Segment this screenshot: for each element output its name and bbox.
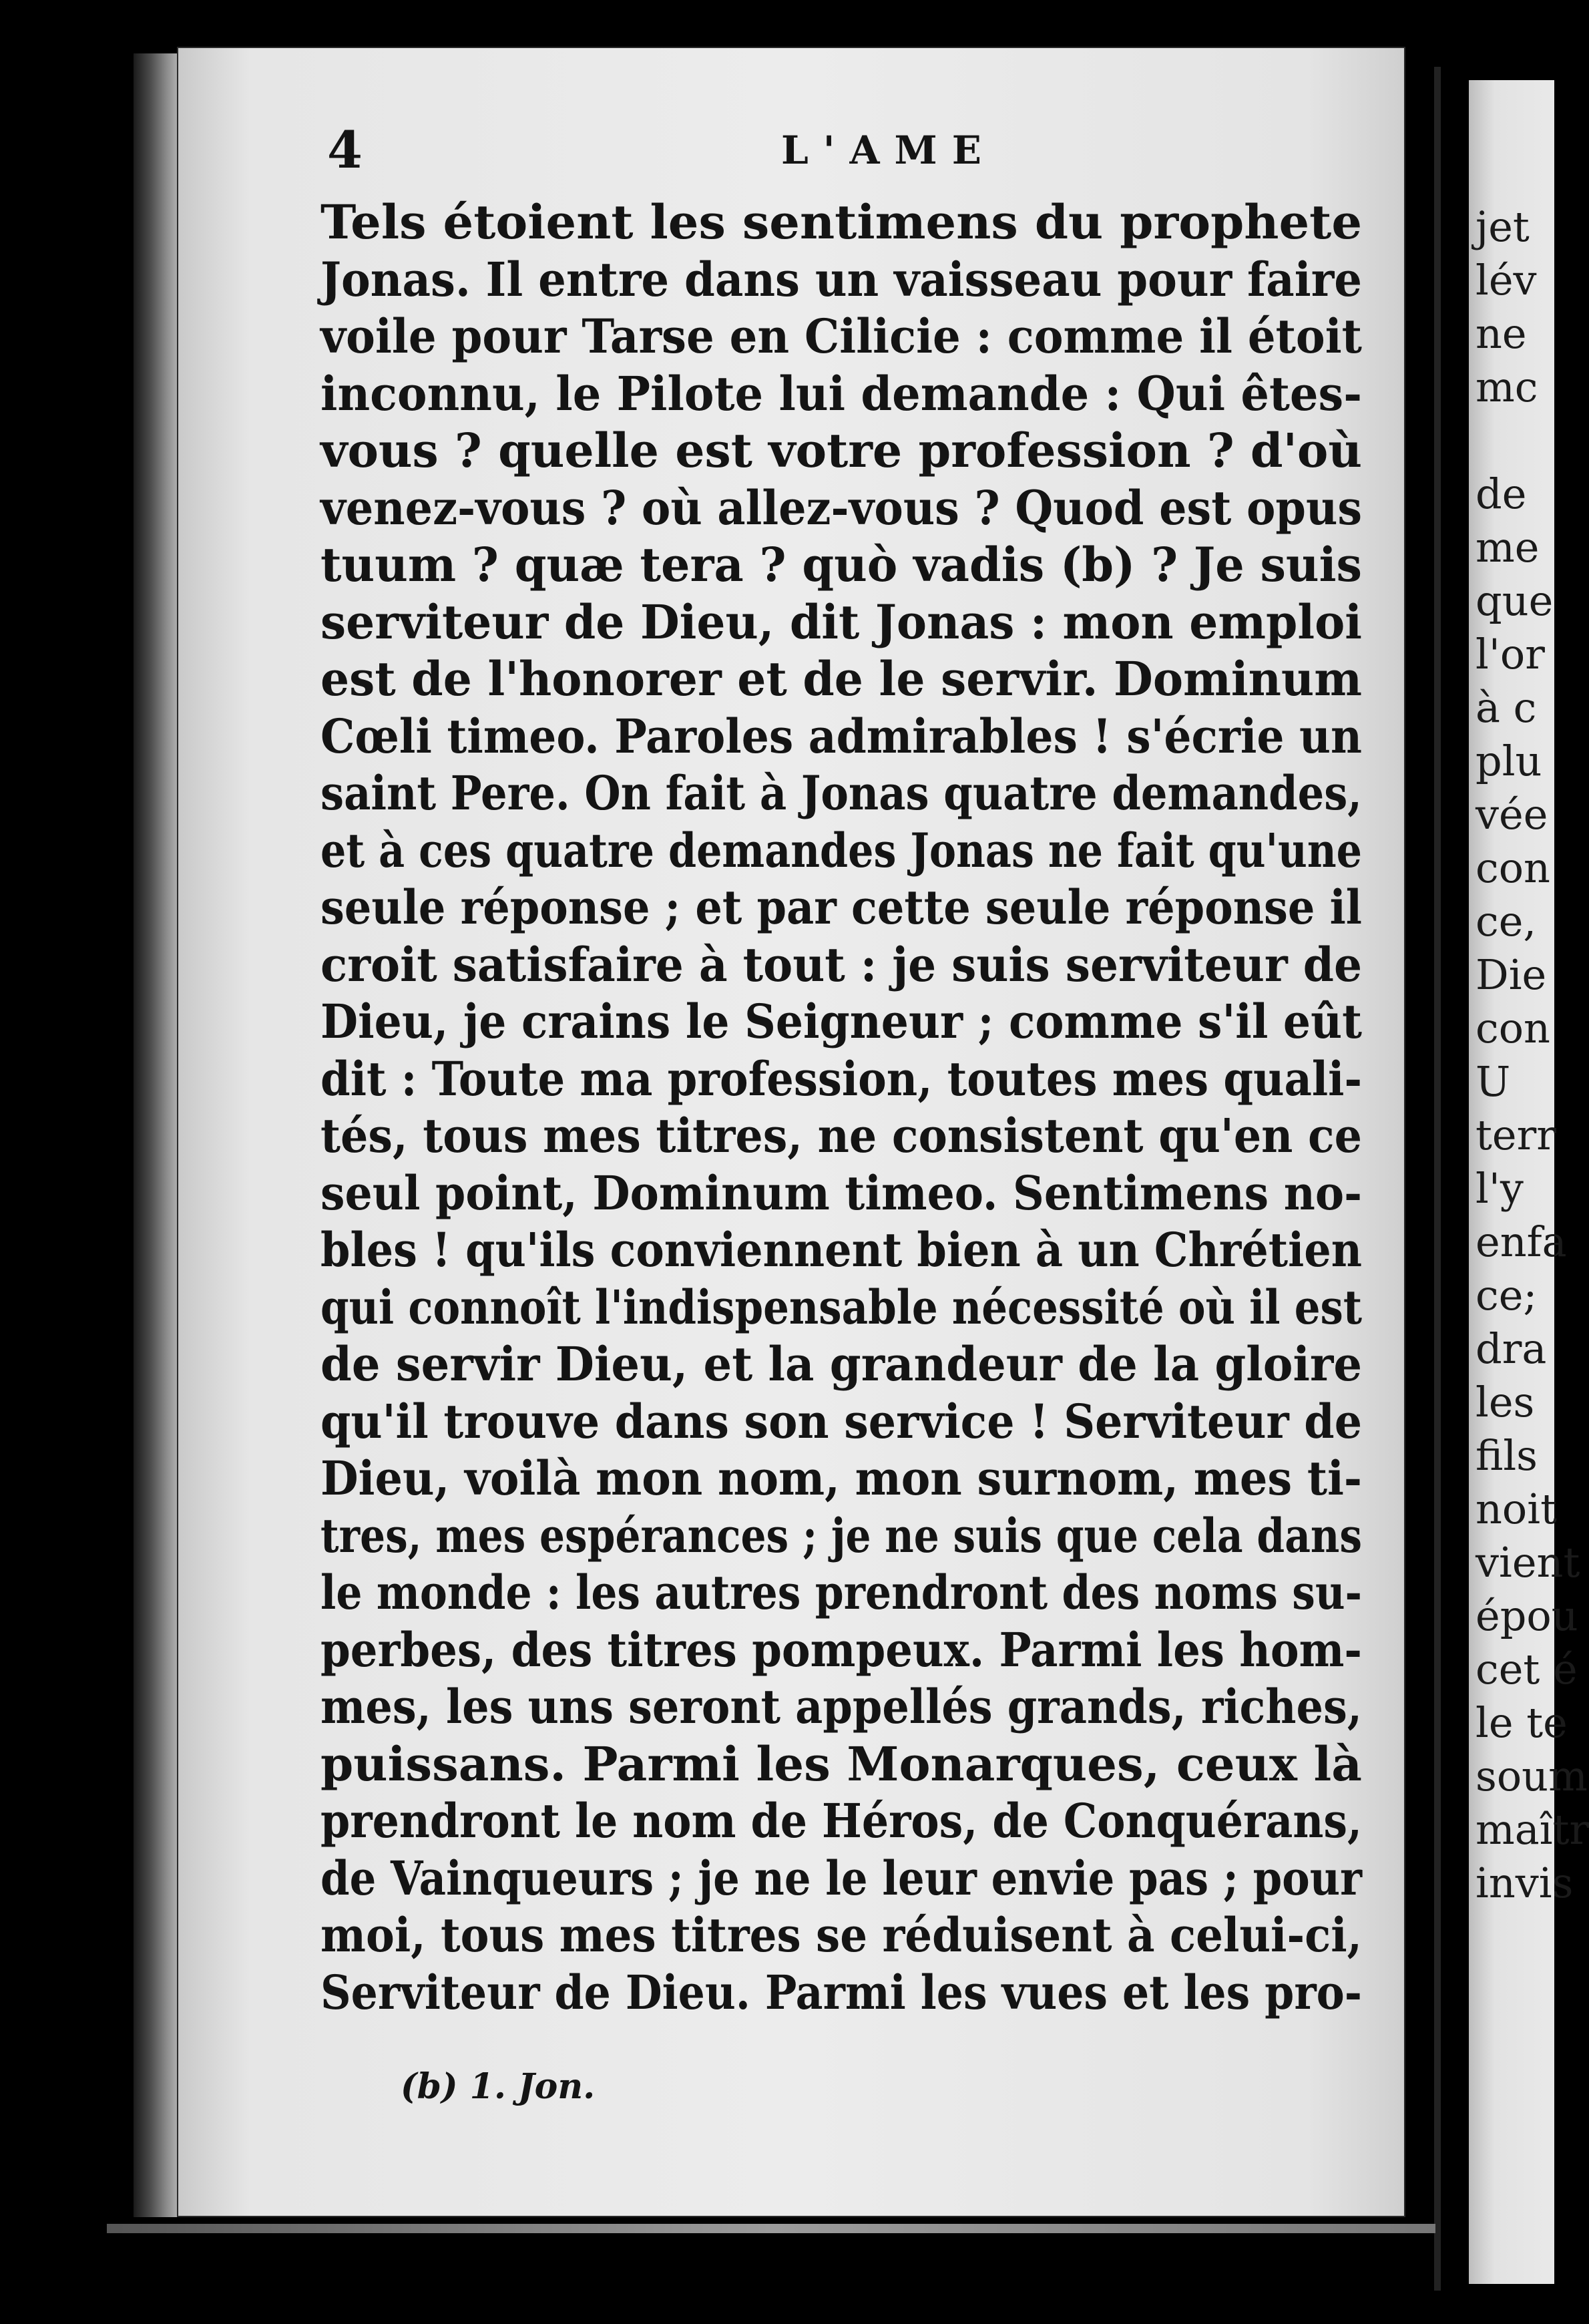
text-line bbox=[320, 1564, 1362, 1621]
text-line-content: mes, les uns seront appellés grands, riches, bbox=[320, 1679, 1362, 1734]
page-number: 4 bbox=[327, 120, 363, 180]
facing-page-line: jet bbox=[1476, 202, 1530, 251]
footnote: (b) 1. Jon. bbox=[401, 2066, 596, 2107]
text-line bbox=[320, 1221, 1362, 1279]
text-line bbox=[320, 1050, 1362, 1108]
facing-page-line: le te bbox=[1476, 1698, 1568, 1747]
text-line-content: de servir Dieu, et la grandeur de la gloire bbox=[320, 1336, 1362, 1392]
text-line-content: Dieu, je crains le Seigneur ; comme s'il eût bbox=[320, 994, 1362, 1049]
facing-page-line: invis bbox=[1476, 1859, 1574, 1907]
text-line bbox=[320, 1792, 1362, 1850]
text-line bbox=[320, 765, 1362, 822]
text-line bbox=[320, 251, 1362, 309]
text-line bbox=[320, 308, 1362, 365]
text-line bbox=[320, 1964, 1362, 2021]
body-text bbox=[320, 194, 1362, 2021]
facing-page-line: ne bbox=[1476, 309, 1527, 358]
text-line bbox=[320, 879, 1362, 936]
facing-page-line: fils bbox=[1476, 1431, 1538, 1480]
text-line bbox=[320, 1736, 1362, 1793]
text-line bbox=[320, 1621, 1362, 1679]
text-line-content: inconnu, le Pilote lui demande : Qui êtes- bbox=[320, 365, 1362, 421]
book-binding bbox=[134, 53, 180, 2217]
text-line-content: et à ces quatre demandes Jonas ne fait qu'une bbox=[320, 822, 1362, 878]
facing-page-line: ce; bbox=[1476, 1271, 1538, 1320]
text-line bbox=[320, 365, 1362, 423]
text-line bbox=[320, 822, 1362, 880]
facing-page-line: con bbox=[1476, 1004, 1550, 1052]
text-line-content: voile pour Tarse en Cilicie : comme il étoit bbox=[320, 309, 1362, 364]
text-line bbox=[320, 194, 1362, 251]
text-line-content: Serviteur de Dieu. Parmi les vues et les pro- bbox=[320, 1964, 1362, 2020]
facing-page-line: enfa bbox=[1476, 1217, 1567, 1266]
text-line-content: Cœli timeo. Paroles admirables ! s'écrie un bbox=[320, 708, 1362, 764]
text-line-content: seul point, Dominum timeo. Sentimens no- bbox=[320, 1165, 1362, 1221]
text-line bbox=[320, 650, 1362, 708]
facing-page-line: maîtr bbox=[1476, 1805, 1589, 1854]
text-line-content: perbes, des titres pompeux. Parmi les hom- bbox=[320, 1621, 1362, 1678]
text-line-content: tres, mes espérances ; je ne suis que cela dans bbox=[320, 1507, 1362, 1563]
text-line-content: saint Pere. On fait à Jonas quatre demandes, bbox=[320, 765, 1362, 821]
text-line-content: est de l'honorer et de le servir. Dominum bbox=[320, 651, 1362, 707]
text-line bbox=[320, 479, 1362, 537]
page-bottom-edge bbox=[107, 2224, 1435, 2233]
facing-page-line: dra bbox=[1476, 1324, 1547, 1373]
text-line-content: le monde : les autres prendront des noms su- bbox=[320, 1565, 1362, 1620]
text-line bbox=[320, 1165, 1362, 1222]
facing-page-line: à c bbox=[1476, 683, 1537, 732]
facing-page-line: les bbox=[1476, 1378, 1535, 1426]
text-line bbox=[320, 1393, 1362, 1450]
facing-page-line: noit bbox=[1476, 1485, 1558, 1533]
facing-page-line: Die bbox=[1476, 950, 1547, 999]
facing-page-text bbox=[1476, 200, 1589, 1910]
text-line bbox=[320, 936, 1362, 994]
text-line bbox=[320, 594, 1362, 651]
text-line bbox=[320, 422, 1362, 479]
facing-page-line: épou bbox=[1476, 1591, 1578, 1640]
text-line-content: prendront le nom de Héros, de Conquérans, bbox=[320, 1793, 1362, 1849]
facing-page-line: l'y bbox=[1476, 1164, 1524, 1213]
text-line-content: Tels étoient les sentimens du prophete bbox=[320, 194, 1362, 250]
text-line-content: serviteur de Dieu, dit Jonas : mon emploi bbox=[320, 594, 1362, 650]
facing-page-line: cet é bbox=[1476, 1645, 1578, 1694]
text-line-content: venez-vous ? où allez-vous ? Quod est opus bbox=[320, 479, 1362, 536]
text-line-content: Jonas. Il entre dans un vaisseau pour faire bbox=[320, 251, 1362, 307]
facing-page-line: con bbox=[1476, 843, 1550, 892]
text-line bbox=[320, 1279, 1362, 1336]
text-line-content: dit : Toute ma profession, toutes mes quali- bbox=[320, 1050, 1362, 1107]
text-line-content: tuum ? quæ tera ? quò vadis (b) ? Je suis bbox=[320, 537, 1362, 592]
text-line bbox=[320, 1107, 1362, 1165]
text-line bbox=[320, 708, 1362, 765]
facing-page-line: l'or bbox=[1476, 630, 1545, 679]
facing-page-line: plu bbox=[1476, 737, 1542, 785]
text-line-content: puissans. Parmi les Monarques, ceux là bbox=[320, 1736, 1362, 1792]
text-line-content: moi, tous mes titres se réduisent à celui-ci, bbox=[320, 1907, 1362, 1963]
text-line bbox=[320, 1507, 1362, 1565]
facing-page-line: U bbox=[1476, 1057, 1511, 1106]
text-line bbox=[320, 536, 1362, 594]
facing-page-line: me bbox=[1476, 523, 1540, 572]
facing-page-line: lév bbox=[1476, 256, 1537, 305]
text-line bbox=[320, 1850, 1362, 1907]
text-line bbox=[320, 1907, 1362, 1964]
text-line-content: vous ? quelle est votre profession ? d'où bbox=[320, 423, 1362, 478]
text-line-content: qu'il trouve dans son service ! Serviteur de bbox=[320, 1393, 1362, 1449]
facing-page-line bbox=[1476, 414, 1554, 467]
text-line bbox=[320, 1450, 1362, 1507]
facing-page-line: ce, bbox=[1476, 897, 1537, 946]
text-line-content: qui connoît l'indispensable nécessité où il est bbox=[320, 1279, 1362, 1335]
facing-page-line: de bbox=[1476, 469, 1527, 518]
page-gutter bbox=[1434, 67, 1441, 2291]
facing-page-line: vée bbox=[1476, 790, 1548, 839]
text-line-content: Dieu, voilà mon nom, mon surnom, mes ti- bbox=[320, 1450, 1362, 1506]
facing-page-line: vient bbox=[1476, 1538, 1580, 1587]
facing-page-line: soum bbox=[1476, 1752, 1588, 1800]
running-title: L'AME bbox=[781, 128, 996, 173]
text-line-content: croit satisfaire à tout : je suis serviteur de bbox=[320, 936, 1362, 992]
text-line-content: seule réponse ; et par cette seule réponse il bbox=[320, 880, 1362, 935]
text-line bbox=[320, 1678, 1362, 1736]
facing-page-line: terr bbox=[1476, 1111, 1556, 1159]
text-line-content: de Vainqueurs ; je ne le leur envie pas ; pour bbox=[320, 1850, 1362, 1906]
facing-page-line: mc bbox=[1476, 363, 1538, 411]
text-line-content: bles ! qu'ils conviennent bien à un Chrétien bbox=[320, 1222, 1362, 1278]
facing-page-line: que bbox=[1476, 576, 1554, 625]
text-line bbox=[320, 993, 1362, 1050]
text-line-content: tés, tous mes titres, ne consistent qu'en ce bbox=[320, 1108, 1362, 1163]
text-line bbox=[320, 1336, 1362, 1393]
page-header bbox=[314, 120, 1355, 180]
